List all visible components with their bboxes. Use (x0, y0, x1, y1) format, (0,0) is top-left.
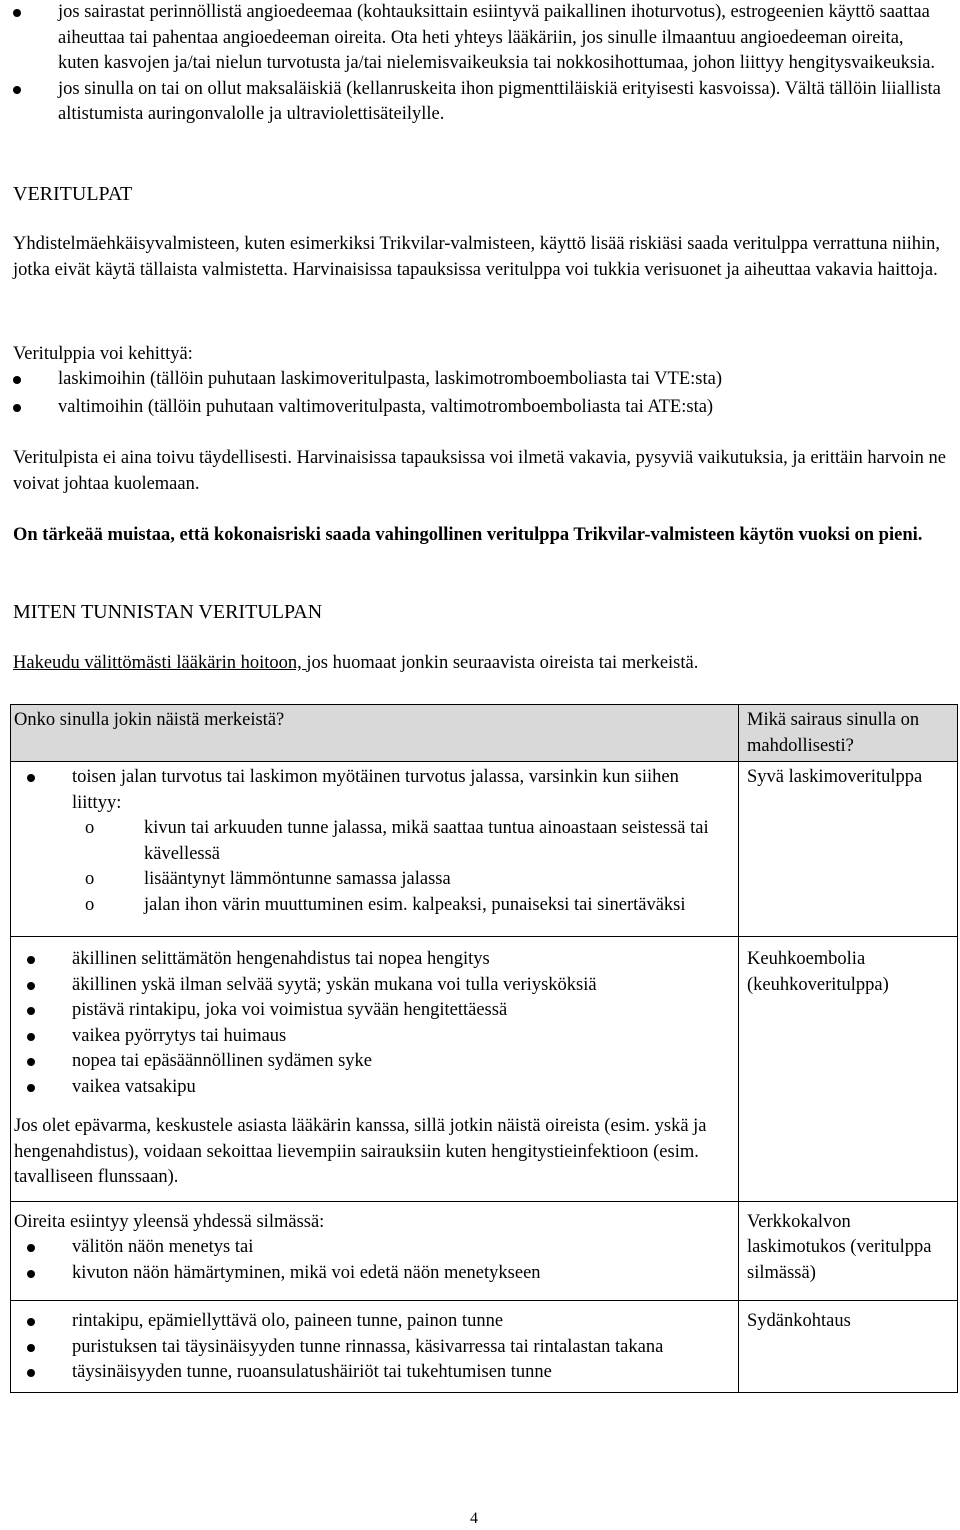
symptom-subitem: o lisääntynyt lämmöntunne samassa jalassa (14, 867, 732, 893)
symptom-intro: Oireita esiintyy yleensä yhdessä silmässä: (14, 1211, 325, 1232)
bullet-icon (27, 1318, 35, 1326)
symptom-item: puristuksen tai täysinäisyyden tunne rinnassa, käsivarressa tai rintalastan takana (14, 1335, 732, 1361)
veritulpat-paragraph: Yhdistelmäehkäisyvalmisteen, kuten esimerkiksi Trikvilar-valmisteen, käyttö lisää riskiäsi saada veritulppa verrattuna niihin, jotka eivät käytä tällaista valmistetta. Harvinaisissa tapauksissa veritulppa voi tukkia verisuonet ja aiheuttaa vakavia haittoja. (13, 234, 940, 280)
section-heading-veritulpat: VERITULPAT (13, 183, 133, 205)
bullet-icon (27, 1084, 35, 1092)
symptom-item: vaikea pyörrytys tai huimaus (14, 1024, 732, 1050)
bullet-icon (27, 774, 35, 782)
instruction-underlined: Hakeudu välittömästi lääkärin hoitoon, (13, 653, 307, 673)
develop-item: laskimoihin (tällöin puhutaan laskimoveritulpasta, laskimotromboemboliasta tai VTE:sta) (0, 367, 948, 393)
bullet-icon (27, 982, 35, 990)
sub-bullet-marker: o (85, 818, 95, 838)
condition-label: Verkkokalvon laskimotukos (veritulppa silmässä) (747, 1211, 932, 1283)
bullet-icon (27, 1007, 35, 1015)
bullet-icon (13, 86, 21, 94)
symptom-item: välitön näön menetys tai (14, 1235, 732, 1261)
bullet-icon (27, 1369, 35, 1377)
recognize-instruction (13, 651, 948, 677)
instruction-rest: jos huomaat jonkin seuraavista oireista tai merkeistä. (306, 653, 699, 673)
intro-bullet: jos sinulla on tai on ollut maksaläiskiä (kellanruskeita ihon pigmenttiläiskiä erityisesti kasvoissa). Vältä tällöin liiallista altistumista auringonvalolle ja ultraviolettisäteilylle. (0, 77, 948, 128)
table-row (11, 937, 958, 1202)
condition-label: Keuhkoembolia (keuhkoveritulppa) (747, 949, 889, 995)
bullet-icon (13, 376, 21, 384)
bullet-icon (27, 1244, 35, 1252)
bullet-icon (13, 404, 21, 412)
develop-item: valtimoihin (tällöin puhutaan valtimoveritulpasta, valtimotromboemboliasta tai ATE:sta) (0, 395, 948, 421)
table-row (11, 1301, 958, 1393)
bullet-icon (13, 9, 21, 17)
symptom-subitem: o jalan ihon värin muuttuminen esim. kalpeaksi, punaiseksi tai sinertäväksi (14, 893, 732, 919)
symptom-item: äkillinen selittämätön hengenahdistus tai nopea hengitys (14, 947, 732, 973)
intro-bullet: jos sairastat perinnöllistä angioedeemaa (kohtauksittain esiintyvä paikallinen ihoturvotus), estrogeenien käyttö saattaa aiheuttaa tai pahentaa angioedeeman oireita. Ota heti yhteys lääkäriin, jos sinulle ilmaantuu angioedeeman oireita, kuten kasvojen ja/tai nielun turvotusta ja/tai nielemisvaikeuksia tai nokkosihottumaa, johon liittyy hengitysvaikeuksia. (0, 0, 948, 77)
bullet-icon (27, 1058, 35, 1066)
table-header-row (11, 705, 958, 762)
header-condition: Mikä sairaus sinulla on mahdollisesti? (739, 705, 958, 762)
header-symptoms: Onko sinulla jokin näistä merkeistä? (11, 705, 739, 762)
symptom-table (10, 704, 958, 1393)
table-row (11, 762, 958, 937)
symptom-subitem: o kivun tai arkuuden tunne jalassa, mikä saattaa tuntua ainoastaan seistessä tai kävellessä (85, 818, 709, 864)
veritulpat-paragraph-2: Veritulpista ei aina toivu täydellisesti. Harvinaisissa tapauksissa voi ilmetä vakavia, pysyviä vaikutuksia, ja erittäin harvoin ne voivat johtaa kuolemaan. (13, 448, 946, 494)
bullet-icon (27, 1033, 35, 1041)
sub-bullet-marker: o (85, 869, 95, 889)
develop-list (13, 367, 948, 420)
uncertainty-note: Jos olet epävarma, keskustele asiasta lääkärin kanssa, sillä jotkin näistä oireista (esim. yskä ja hengenahdistus), voidaan sekoittaa lievempiin sairauksiin kuten hengitystieinfektioon (esim. tavalliseen flunssaan). (14, 1116, 707, 1187)
important-note: On tärkeää muistaa, että kokonaisriski saada vahingollinen veritulppa Trikvilar-valmisteen käytön vuoksi on pieni. (13, 525, 923, 545)
table-row (11, 1201, 958, 1301)
bullet-icon (27, 956, 35, 964)
symptom-item: äkillinen yskä ilman selvää syytä; yskän mukana voi tulla veriysköksiä (14, 973, 732, 999)
bullet-icon (27, 1344, 35, 1352)
symptom-item: pistävä rintakipu, joka voi voimistua syvään hengitettäessä (14, 998, 732, 1024)
sub-bullet-marker: o (85, 894, 95, 915)
condition-label: Sydänkohtaus (747, 1311, 851, 1331)
symptom-item: toisen jalan turvotus tai laskimon myötäinen turvotus jalassa, varsinkin kun siihen liittyy: (14, 765, 732, 816)
symptom-item: täysinäisyyden tunne, ruoansulatushäiriöt tai tukehtumisen tunne (14, 1360, 732, 1386)
symptom-item: kivuton näön hämärtyminen, mikä voi edetä näön menetykseen (14, 1261, 732, 1287)
symptom-item: vaikea vatsakipu (14, 1075, 732, 1101)
section-heading-recognize: MITEN TUNNISTAN VERITULPAN (13, 601, 323, 623)
condition-label: Syvä laskimoveritulppa (747, 767, 923, 787)
intro-bullets (13, 0, 948, 128)
bullet-icon (27, 1270, 35, 1278)
develop-intro: Veritulppia voi kehittyä: (13, 344, 193, 364)
symptom-item: rintakipu, epämiellyttävä olo, paineen tunne, painon tunne (14, 1309, 732, 1335)
page-number: 4 (470, 1510, 478, 1527)
symptom-item: nopea tai epäsäännöllinen sydämen syke (14, 1049, 732, 1075)
